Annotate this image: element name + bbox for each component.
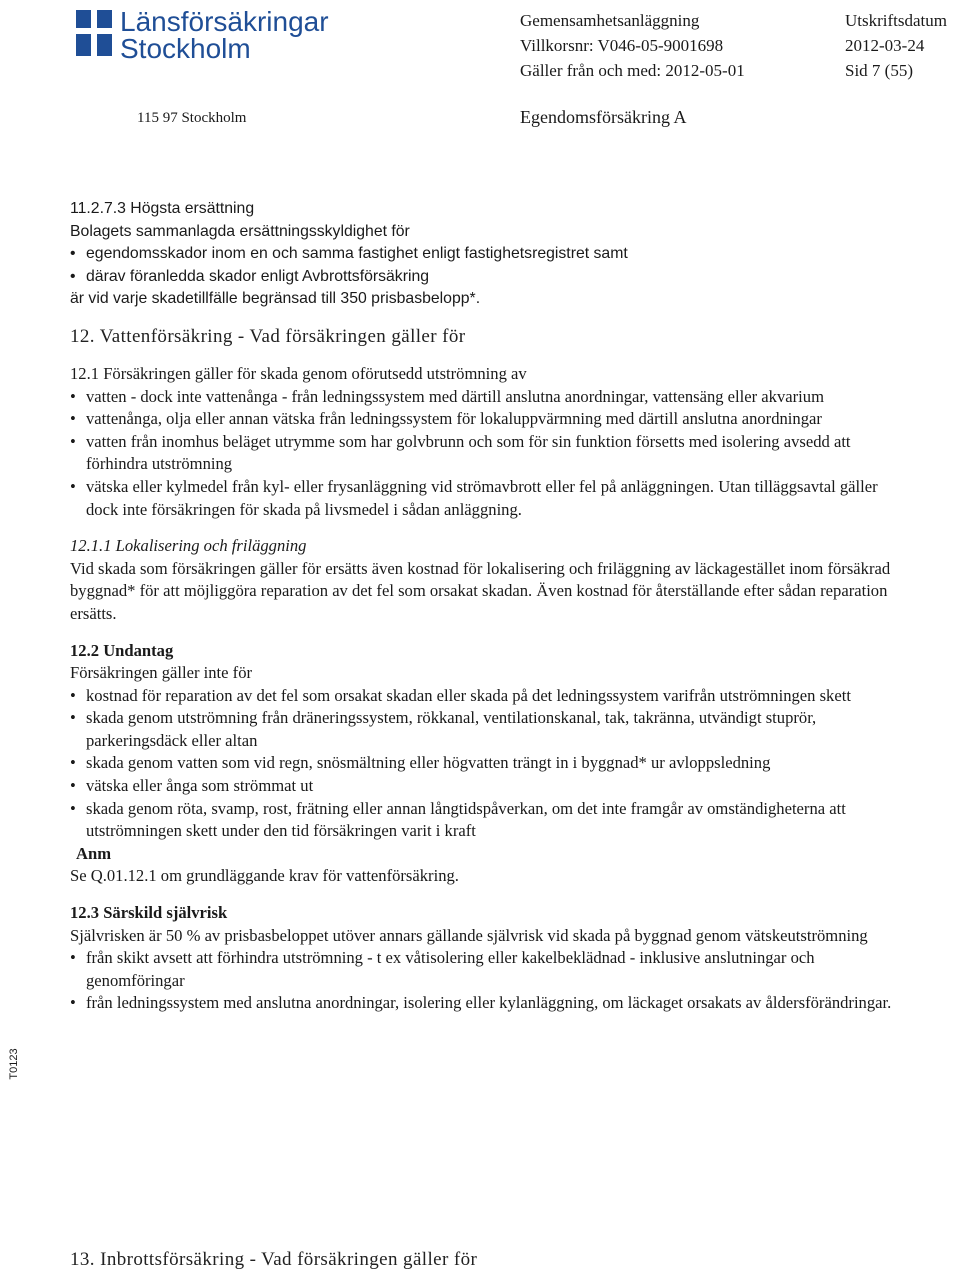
section-12-heading: 12. Vattenförsäkring - Vad försäkringen gäller för bbox=[70, 325, 466, 347]
document-body bbox=[70, 198, 910, 1015]
header-valid-from: Gäller från och med: 2012-05-01 bbox=[520, 61, 745, 80]
header-info bbox=[520, 8, 745, 83]
section-12-1-list bbox=[70, 386, 910, 522]
section-11-heading: 11.2.7.3 Högsta ersättning bbox=[70, 200, 255, 217]
list-item: • vätska eller kylmedel från kyl- eller frysanläggning vid strömavbrott eller fel på anläggningen. Utan tilläggsavtal gäller dock inte försäkringen för skada på livsmedel i sådan anläggning. bbox=[70, 476, 910, 521]
section-12-2-intro: Försäkringen gäller inte för bbox=[70, 663, 253, 683]
list-item: • från ledningssystem med anslutna anordningar, isolering eller kylanläggning, om läckaget orsakats av åldersförändringar. bbox=[70, 992, 910, 1015]
header-page-number: Sid 7 (55) bbox=[845, 61, 913, 80]
list-item: • vattenånga, olja eller annan vätska från ledningssystem för lokaluppvärmning med därtill anslutna anordningar bbox=[70, 408, 910, 431]
logo-line1: Länsförsäkringar bbox=[120, 6, 329, 37]
logo-line2: Stockholm bbox=[120, 33, 251, 64]
section-11-outro: är vid varje skadetillfälle begränsad till 350 prisbasbelopp*. bbox=[70, 290, 481, 308]
header-print-date-label: Utskriftsdatum bbox=[845, 11, 947, 30]
section-11-intro: Bolagets sammanlagda ersättningsskyldighet för bbox=[70, 222, 410, 240]
header-plan: Gemensamhetsanläggning bbox=[520, 11, 700, 30]
list-item: • skada genom vatten som vid regn, snösmältning eller högvatten trängt in i byggnad* ur avloppsledning bbox=[70, 752, 910, 775]
list-item: • skada genom röta, svamp, rost, frätning eller annan långtidspåverkan, om det inte framgår av omständigheterna att utströmningen skett under den tid försäkringen varit i kraft bbox=[70, 798, 910, 843]
list-item: • skada genom utströmning från dräneringssystem, rökkanal, ventilationskanal, tak, takränna, utvändigt stuprör, parkeringsdäck eller altan bbox=[70, 707, 910, 752]
header-terms-number: Villkorsnr: V046-05-9001698 bbox=[520, 36, 724, 55]
header-print-info bbox=[845, 8, 947, 83]
section-12-1-1-heading: 12.1.1 Lokalisering och friläggning bbox=[70, 536, 307, 556]
list-item: • vatten från inomhus beläget utrymme som har golvbrunn och som för sin funktion försetts med isolering avsedd att förhindra utströmning bbox=[70, 431, 910, 476]
section-12-3-heading: 12.3 Särskild självrisk bbox=[70, 903, 228, 923]
shield-logo-icon bbox=[76, 10, 112, 56]
header-print-date: 2012-03-24 bbox=[845, 36, 925, 55]
section-12-1-1-text: Vid skada som försäkringen gäller för ersätts även kostnad för lokalisering och friläggning av läckagestället inom försäkrad byggnad* för att möjliggöra reparation av det fel som orsakat skadan. Även kostnad för återställande efter sådan reparation ersätts. bbox=[70, 558, 891, 623]
section-12-3-list bbox=[70, 947, 910, 1015]
list-item: • kostnad för reparation av det fel som orsakat skadan eller skada på det ledningssystem varifrån utströmningen skett bbox=[70, 685, 910, 708]
address: 115 97 Stockholm bbox=[137, 110, 247, 126]
section-12-2-heading: 12.2 Undantag bbox=[70, 640, 174, 660]
list-item: • vätska eller ånga som strömmat ut bbox=[70, 775, 910, 798]
section-11-list bbox=[70, 243, 910, 288]
company-logo bbox=[76, 6, 346, 64]
list-item: • från skikt avsett att förhindra utströmning - t ex våtisolering eller kakelbeklädnad - inklusive anslutningar och genomföringar bbox=[70, 947, 910, 992]
note-label: Anm bbox=[76, 843, 112, 863]
section-12-1-intro: 12.1 Försäkringen gäller för skada genom oförutsedd utströmning av bbox=[70, 363, 527, 383]
side-code: T0123 bbox=[8, 1048, 20, 1080]
section-13-heading: 13. Inbrottsförsäkring - Vad försäkringen gäller för bbox=[70, 1249, 478, 1270]
insurance-type: Egendomsförsäkring A bbox=[520, 107, 687, 127]
section-12-3-intro: Självrisken är 50 % av prisbasbeloppet utöver annars gällande självrisk vid skada på byggnad genom vätskeutströmning bbox=[70, 925, 868, 945]
list-item: • vatten - dock inte vattenånga - från ledningssystem med därtill anslutna anordningar, vattensäng eller akvarium bbox=[70, 386, 910, 409]
section-12-2-list bbox=[70, 685, 910, 843]
note-text: Se Q.01.12.1 om grundläggande krav för vattenförsäkring. bbox=[70, 866, 459, 886]
list-item: • därav föranledda skador enligt Avbrottsförsäkring bbox=[70, 266, 910, 289]
list-item: • egendomsskador inom en och samma fastighet enligt fastighetsregistret samt bbox=[70, 243, 910, 266]
